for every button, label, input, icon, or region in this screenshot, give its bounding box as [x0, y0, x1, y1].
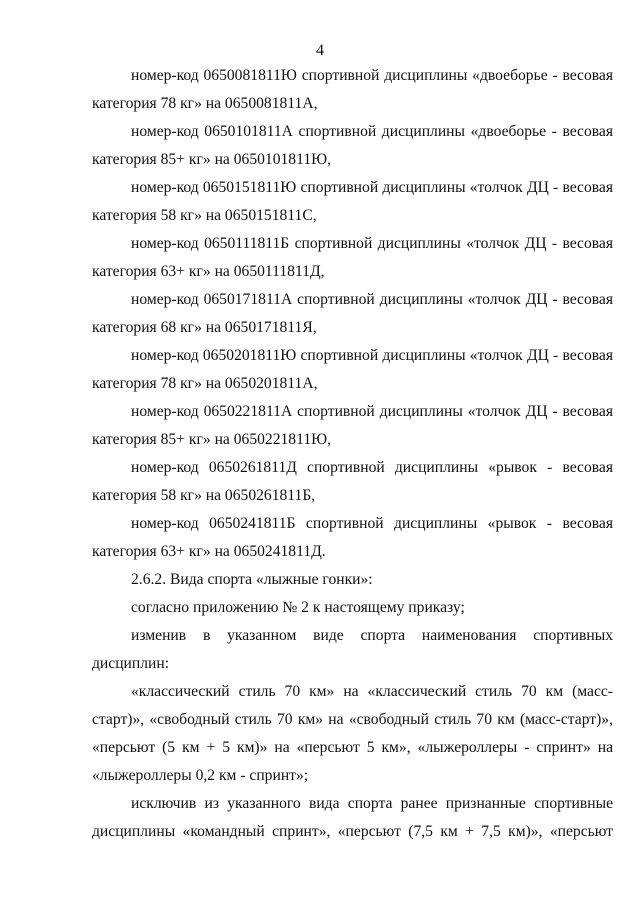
paragraph-code-change-5: номер-код 0650171811А спортивной дисциплины «толчок ДЦ - весовая категория 68 кг» на 0650171811Я, — [92, 291, 613, 336]
paragraph-rename-list: «классический стиль 70 км» на «классический стиль 70 км (масс-старт)», «свободный стиль 70 км» на «свободный стиль 70 км (масс-старт)», «персьют (5 км + 5 км)» на «персьют 5 км», «лыжероллеры - спринт» на «лыжероллеры 0,2 км - спринт»; — [92, 683, 613, 784]
paragraph-code-change-8: номер-код 0650261811Д спортивной дисциплины «рывок - весовая категория 58 кг» на 0650261811Б, — [92, 459, 613, 504]
paragraph-code-change-7: номер-код 0650221811А спортивной дисциплины «толчок ДЦ - весовая категория 85+ кг» на 0650221811Ю, — [92, 403, 613, 448]
paragraph-code-change-1: номер-код 0650081811Ю спортивной дисциплины «двоеборье - весовая категория 78 кг» на 0650081811А, — [92, 67, 613, 112]
paragraph-code-change-9: номер-код 0650241811Б спортивной дисциплины «рывок - весовая категория 63+ кг» на 0650241811Д. — [92, 515, 613, 560]
paragraph-rename-intro: изменив в указанном виде спорта наименования спортивных дисциплин: — [92, 627, 613, 672]
page-number: 4 — [316, 42, 324, 59]
document-body — [92, 62, 613, 846]
paragraph-code-change-3: номер-код 0650151811Ю спортивной дисциплины «толчок ДЦ - весовая категория 58 кг» на 0650151811С, — [92, 179, 613, 224]
paragraph-exclusion: исключив из указанного вида спорта ранее признанные спортивные дисциплины «командный спринт», «персьют (7,5 км + 7,5 км)», «персьют — [92, 795, 613, 840]
section-heading: 2.6.2. Вида спорта «лыжные гонки»: — [131, 571, 373, 588]
paragraph-code-change-2: номер-код 0650101811А спортивной дисциплины «двоеборье - весовая категория 85+ кг» на 0650101811Ю, — [92, 123, 613, 168]
paragraph-appendix-reference: согласно приложению № 2 к настоящему приказу; — [131, 599, 465, 616]
paragraph-code-change-4: номер-код 0650111811Б спортивной дисциплины «толчок ДЦ - весовая категория 63+ кг» на 0650111811Д, — [92, 235, 613, 280]
paragraph-code-change-6: номер-код 0650201811Ю спортивной дисциплины «толчок ДЦ - весовая категория 78 кг» на 0650201811А, — [92, 347, 613, 392]
